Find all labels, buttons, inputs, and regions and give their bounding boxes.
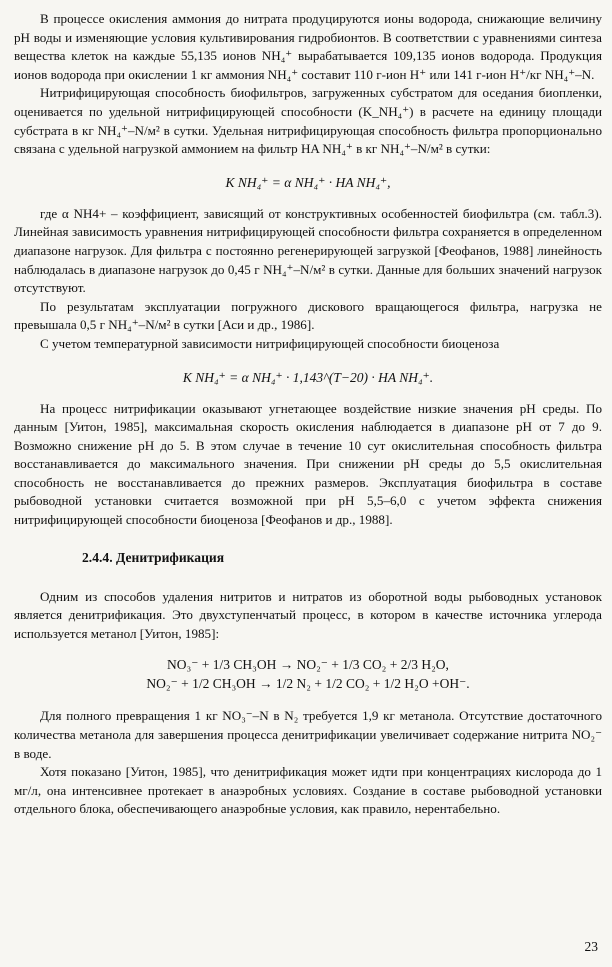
equation-2: NO₂⁻ + 1/2 CH₃OH → 1/2 N₂ + 1/2 CO₂ + 1/2 H₂O +OH⁻. [146, 676, 470, 692]
page-number: 23 [584, 939, 598, 954]
formula-temperature-dependence: K NH₄⁺ = α NH₄⁺ · 1,143^(T−20) · HA NH₄⁺. [182, 369, 434, 385]
denitrification-equations [14, 655, 602, 693]
paragraph-1: В процессе окисления аммония до нитрата продуцируются ионы водорода, снижающие величину рН воды и изменяющие условия культивирования гидробионтов. В соответствии с уравнениями синтеза вещества клеток на каждые 55,135 ионов NH₄⁺ вырабатывается 109,135 ионов водорода. Продукция ионов водорода при окислении 1 кг аммония NH₄⁺ составит 110 г-ион H⁺ или 141 г-ион H⁺/кг NH₄⁺–N. [14, 11, 602, 82]
equation-1: NO₃⁻ + 1/3 CH₃OH → NO₂⁻ + 1/3 CO₂ + 2/3 H₂O, [167, 657, 449, 673]
paragraph-7: Одним из способов удаления нитритов и нитратов из оборотной воды рыбоводных установок является денитрификация. Это двухступенчатый процесс, в котором в качестве источника углерода используется метанол [Уитон, 1985]: [14, 588, 602, 641]
paragraph-2: Нитрифицирующая способность биофильтров, загруженных субстратом для оседания биопленки, оценивается по удельной нитрифицирующей способности (K_NH₄⁺) в расчете на единицу площади субстрата в кг NH₄⁺–N/м² в сутки. Удельная нитрифицирующая способность фильтра пропорционально связана с удельной нагрузкой аммонием на фильтр HA NH₄⁺ в кг NH₄⁺–N/м² в сутки: [14, 85, 602, 157]
formula-nitrification-capacity: K NH₄⁺ = α NH₄⁺ · HA NH₄⁺, [225, 174, 391, 190]
paragraph-9: Хотя показано [Уитон, 1985], что денитрификация может идти при концентрациях кислорода до 1 мг/л, она интенсивнее протекает в анаэробных условиях. Создание в составе рыбоводной установки отдельного блока, обеспечивающего анаэробные условия, как правило, нерентабельно. [14, 764, 602, 817]
paragraph-6: На процесс нитрификации оказывают угнетающее воздействие низкие значения рН среды. По данным [Уитон, 1985], максимальная скорость окисления наблюдается в диапазоне рН от 7 до 9. Возможно снижение рН до 5. В этом случае в течение 10 сут окислительная способность фильтра восстанавливается до максимального значения. При снижении рН среды до 5,5 окислительная способность не восстанавливается до прежних размеров. Эксплуатация биофильтра в составе рыбоводной установки считается возможной при рН 5,5–6,0 с учетом эффекта снижения нитрифицирующей способности биоценоза [Феофанов и др., 1988]. [14, 400, 602, 528]
paragraph-5: С учетом температурной зависимости нитрифицирующей способности биоценоза [40, 335, 500, 351]
paragraph-4: По результатам эксплуатации погружного дискового вращающегося фильтра, нагрузка не превышала 0,5 г NH₄⁺–N/м² в сутки [Аси и др., 1986]. [14, 298, 602, 333]
paragraph-8: Для полного превращения 1 кг NO₃⁻–N в N₂ требуется 1,9 кг метанола. Отсутствие достаточного количества метанола для завершения процесса денитрификации увеличивает содержание нитрита NO₂⁻ в воде. [14, 708, 602, 761]
section-heading: 2.4.4. Денитрификация [82, 549, 225, 565]
paragraph-3: где α NH4+ – коэффициент, зависящий от конструктивных особенностей биофильтра (см. табл.3). Линейная зависимость уравнения нитрифицирующей способности фильтра сохраняется в определенном диапазоне нагрузок. Для фильтра с постоянно регенерирующей загрузкой [Феофанов, 1988] линейность наблюдалась в диапазоне нагрузок до 0,45 г NH₄⁺–N/м² в сутки. Данные для больших значений нагрузок отсутствуют. [14, 205, 602, 296]
